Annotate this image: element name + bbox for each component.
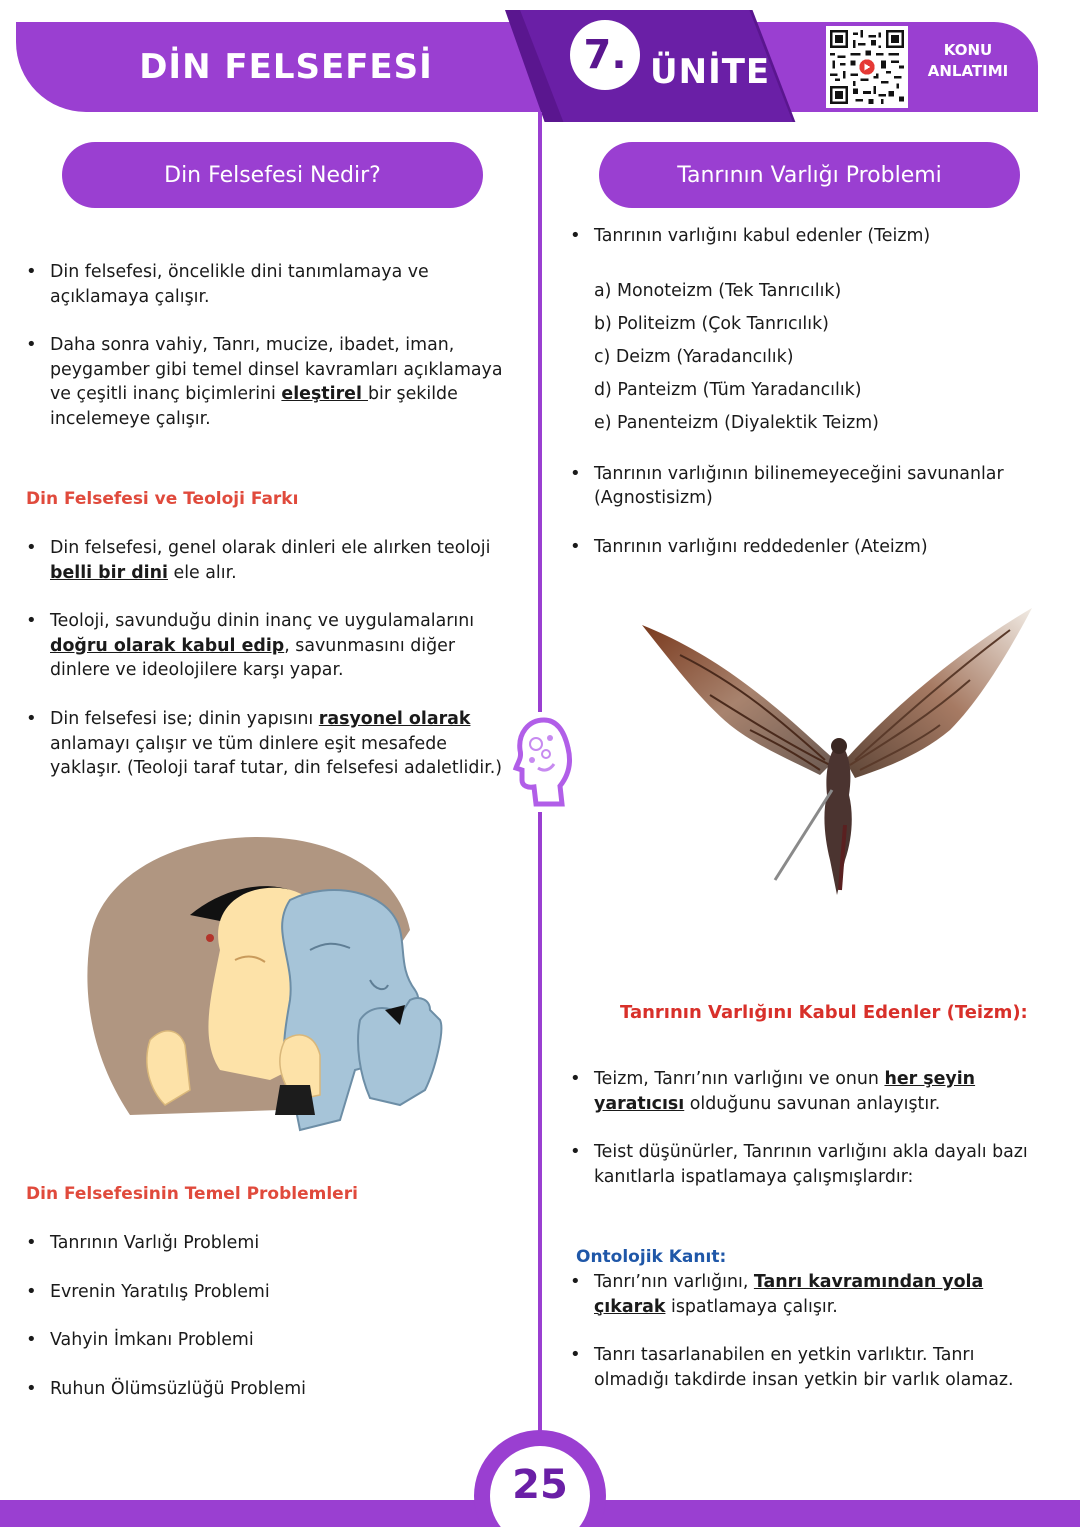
konu-anlatimi-label [920,40,1016,82]
list-item: • Tanrının varlığını reddedenler (Ateizm) [570,535,1040,560]
header-title-area [16,22,556,112]
page-number: 25 [512,1462,568,1508]
problems-list [26,1231,516,1401]
list-item: • Tanrının varlığının bilinemeyeceğini savunanlar (Agnostisizm) [570,462,1040,511]
unit-number: 7. [583,32,627,78]
teoloji-list [26,536,516,781]
list-item: • Tanrı’nın varlığını, Tanrı kavramından yola çıkarak ispatlamaya çalışır. [570,1270,1040,1319]
konu-line-1: KONU [943,41,993,59]
head-silhouette-icon [508,712,576,812]
teizm-types [570,275,1040,440]
list-item: • Din felsefesi ise; dinin yapısını rasyonel olarak anlamayı çalışır ve tüm dinlere eşit mesafede yaklaşır. (Teoloji taraf tutar, din felsefesi adaletlidir.) [26,707,516,781]
intro-list [26,260,516,432]
list-item: • Vahyin İmkanı Problemi [26,1328,516,1353]
winged-angel-illustration [640,600,1035,900]
teoloji-heading: Din Felsefesi ve Teoloji Farkı [26,489,299,509]
unit-label: ÜNİTE [650,52,771,92]
list-item: • Din felsefesi, genel olarak dinleri ele alırken teoloji belli bir dini ele alır. [26,536,516,585]
list-item: • Ruhun Ölümsüzlüğü Problemi [26,1377,516,1402]
problems-heading: Din Felsefesinin Temel Problemleri [26,1184,358,1204]
konu-line-2: ANLATIMI [927,62,1009,80]
teizm-heading: Tanrının Varlığını Kabul Edenler (Teizm): [620,1002,1028,1023]
list-item: • Evrenin Yaratılış Problemi [26,1280,516,1305]
section-title-din-felsefesi-nedir [62,142,483,208]
teizm-points [570,1067,1040,1189]
list-item: • Daha sonra vahiy, Tanrı, mucize, ibadet, iman, peygamber gibi temel dinsel kavramları açıklamaya ve çeşitli inanç biçimlerini eleştirel bir şekilde incelemeye çalışır. [26,333,516,431]
teizm-type: e) Panenteizm (Diyalektik Teizm) [594,412,879,433]
teizm-type: c) Deizm (Yaradancılık) [594,346,794,367]
list-item: • Din felsefesi, öncelikle dini tanımlamaya ve açıklamaya çalışır. [26,260,516,309]
ontolojik-points [570,1270,1040,1392]
list-item: • Teoloji, savunduğu dinin inanç ve uygulamalarını doğru olarak kabul edip, savunmasını diğer dinlere ve ideolojilere karşı yapar. [26,609,516,683]
section-title-text: Tanrının Varlığı Problemi [677,162,942,188]
list-item: • Tanrının Varlığı Problemi [26,1231,516,1256]
teizm-overview [570,224,1040,559]
list-item: • Tanrı tasarlanabilen en yetkin varlıktır. Tanrı olmadığı takdirde insan yetkin bir varlık olamaz. [570,1343,1040,1392]
teizm-type: a) Monoteizm (Tek Tanrıcılık) [594,280,842,301]
ontolojik-heading: Ontolojik Kanıt: [576,1247,727,1267]
section-title-text: Din Felsefesi Nedir? [164,162,381,188]
section-title-tanrinin-varligi [599,142,1020,208]
teizm-type: b) Politeizm (Çok Tanrıcılık) [594,313,829,334]
list-item: • Tanrının varlığını kabul edenler (Teizm) [570,224,1040,249]
list-item: • Teist düşünürler, Tanrının varlığını akla dayalı bazı kanıtlarla ispatlamaya çalışmışlardır: [570,1140,1040,1189]
teizm-type: d) Panteizm (Tüm Yaradancılık) [594,379,862,400]
list-item: • Teizm, Tanrı’nın varlığını ve onun her şeyin yaratıcısı olduğunu savunan anlayıştır. [570,1067,1040,1116]
praying-faces-illustration [70,830,470,1140]
book-title: DİN FELSEFESİ [139,47,433,87]
qr-code-icon[interactable] [826,26,908,108]
unit-number-badge [570,20,640,90]
